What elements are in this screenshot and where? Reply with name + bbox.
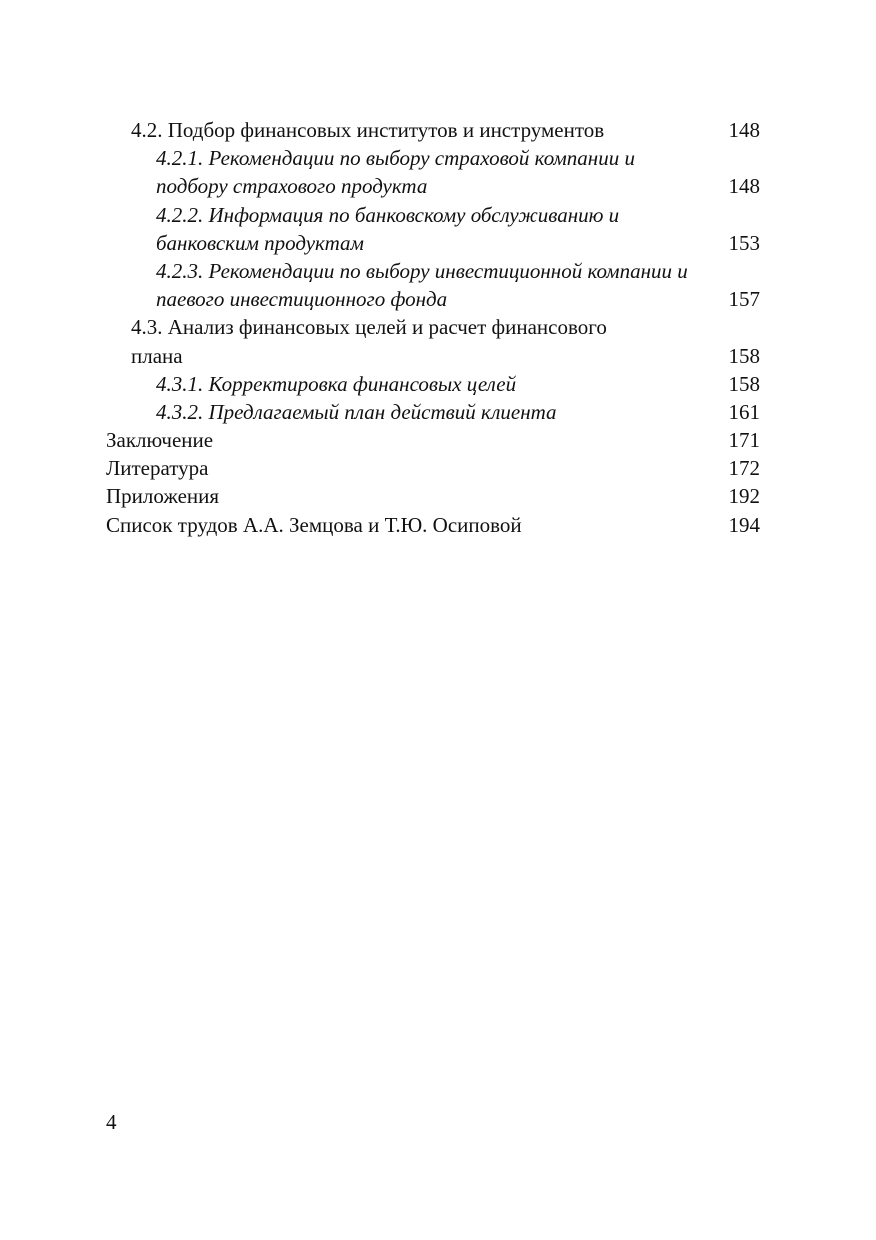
toc-entry-title: 4.2.2. Информация по банковскому обслуживанию и bbox=[156, 202, 620, 227]
toc-entry-title: 4.2. Подбор финансовых институтов и инструментов bbox=[131, 118, 605, 142]
toc-entry-title: Приложения bbox=[106, 484, 220, 509]
toc-entry-title: паевого инвестиционного фонда bbox=[156, 287, 448, 312]
page-number: 4 bbox=[106, 1110, 117, 1134]
toc-entry-page: 157 bbox=[728, 287, 760, 312]
toc-entry-4-3-cont bbox=[0, 342, 876, 370]
table-of-contents bbox=[0, 116, 876, 539]
toc-entry-4-3-1 bbox=[0, 370, 876, 398]
toc-entry-page: 158 bbox=[728, 343, 760, 368]
toc-entry-literature bbox=[0, 454, 876, 482]
toc-entry-appendices bbox=[0, 482, 876, 510]
toc-entry-4-2-1-cont bbox=[0, 172, 876, 200]
toc-entry-page: 171 bbox=[728, 428, 760, 453]
toc-entry-4-2-1 bbox=[0, 144, 876, 172]
toc-entry-page: 161 bbox=[728, 399, 760, 424]
toc-entry-page: 172 bbox=[728, 456, 760, 481]
toc-entry-title: 4.3.1. Корректировка финансовых целей bbox=[156, 371, 517, 396]
toc-entry-page: 148 bbox=[728, 174, 760, 199]
toc-entry-page: 192 bbox=[728, 484, 760, 509]
toc-entry-title: Список трудов А.А. Земцова и Т.Ю. Осиповой bbox=[106, 512, 522, 537]
toc-entry-4-2-3 bbox=[0, 257, 876, 285]
toc-entry-title: Литература bbox=[106, 456, 209, 481]
toc-entry-4-2-3-cont bbox=[0, 285, 876, 313]
toc-entry-title: 4.2.3. Рекомендации по выбору инвестиционной компании и bbox=[156, 258, 688, 283]
toc-entry-title: 4.3.2. Предлагаемый план действий клиента bbox=[156, 399, 557, 424]
toc-entry-4-2-2 bbox=[0, 201, 876, 229]
toc-entry-title: подбору страхового продукта bbox=[156, 174, 428, 199]
toc-entry-page: 148 bbox=[728, 118, 760, 142]
toc-entry-publications bbox=[0, 511, 876, 539]
toc-entry-title: Заключение bbox=[106, 428, 214, 453]
toc-entry-page: 194 bbox=[728, 512, 760, 537]
toc-entry-4-2-2-cont bbox=[0, 229, 876, 257]
toc-entry-title: плана bbox=[131, 343, 183, 368]
toc-entry-page: 158 bbox=[728, 371, 760, 396]
toc-entry-4-2 bbox=[0, 116, 876, 144]
toc-entry-page: 153 bbox=[728, 230, 760, 255]
toc-entry-title: банковским продуктам bbox=[156, 230, 364, 255]
toc-entry-4-3 bbox=[0, 313, 876, 341]
toc-entry-conclusion bbox=[0, 426, 876, 454]
toc-entry-title: 4.2.1. Рекомендации по выбору страховой компании и bbox=[156, 146, 635, 171]
toc-entry-4-3-2 bbox=[0, 398, 876, 426]
toc-entry-title: 4.3. Анализ финансовых целей и расчет финансового bbox=[131, 315, 607, 340]
